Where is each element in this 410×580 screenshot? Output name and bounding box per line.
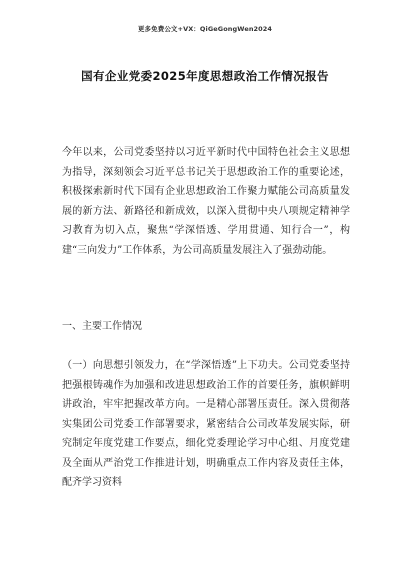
intro-paragraph: 今年以来，公司党委坚持以习近平新时代中国特色社会主义思想为指导，深刻领会习近平总书记关于思想政治工作的重要论述，积极探索新时代下国有企业思想政治工作聚力赋能公司高质量发展的新方法、新路径和新成效，以深入贯彻中央八项规定精神学习教育为切入点，聚焦“学深悟透、学用贯通、知行合一”，构建“三向发力”工作体系，为公司高质量发展注入了强劲动能。 — [62, 147, 350, 256]
document-title: 国有企业党委2025年度思想政治工作情况报告 — [81, 69, 329, 83]
header-note: 更多免费公文+VX：QiGeGongWen2024 — [137, 25, 273, 33]
sub-section-paragraph: （一）向思想引领发力，在“学深悟透”上下功夫。公司党委坚持把强根铸魂作为加强和改进思想政治工作的首要任务，旗帜鲜明讲政治，牢牢把握改革方向。一是精心部署压责任。深入贯彻落实集团公司党委工作部署要求，紧密结合公司改革发展实际，研究制定年度党建工作要点，细化党委理论学习中心组、月度党建及全面从严治党工作推进计划，明确重点工作内容及责任主体，配齐学习资料 — [62, 360, 350, 488]
section-heading: 一、主要工作情况 — [62, 321, 142, 332]
